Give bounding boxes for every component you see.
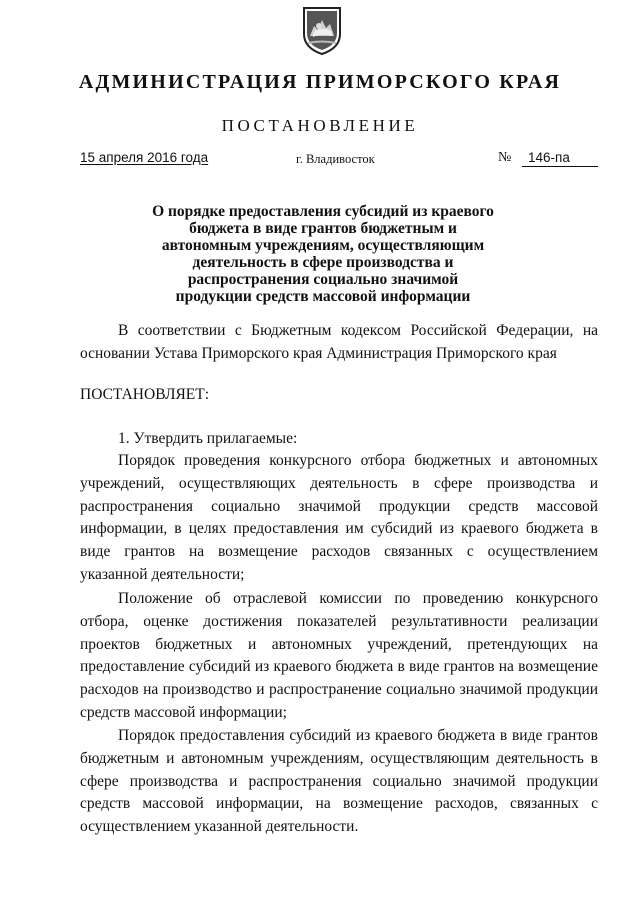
number-label: № bbox=[498, 150, 512, 165]
paragraph-competition-procedure: Порядок проведения конкурсного отбора бюджетных и автономных учреждений, осуществляющих деятельность в сфере производства и распространения социально значимой продукции средств массовой информации, в целях предоставления им субсидий из краевого бюджета в виде грантов на возмещение расходов связанных с осуществлением указанной деятельности; bbox=[80, 452, 598, 583]
document-date: 15 апреля 2016 года bbox=[80, 150, 209, 165]
item-1-heading: 1. Утвердить прилагаемые: bbox=[118, 430, 298, 447]
document-city: г. Владивосток bbox=[296, 152, 375, 166]
paragraph-commission-regulation: Положение об отраслевой комиссии по проведению конкурсного отбора, оценке достижения показателей результативности реализации проектов бюджетных и автономных учреждений, претендующих на предоставление субсидий из краевого бюджета в виде грантов на возмещение расходов на производство и распространение социально значимой продукции средств массовой информации; bbox=[80, 590, 598, 721]
resolves-heading: ПОСТАНОВЛЯЕТ: bbox=[80, 386, 210, 403]
organization-name: АДМИНИСТРАЦИЯ ПРИМОРСКОГО КРАЯ bbox=[78, 71, 562, 93]
preamble-paragraph: В соответствии с Бюджетным кодексом Российской Федерации, на основании Устава Приморского края Администрация Приморского края bbox=[80, 322, 598, 362]
coat-of-arms-emblem bbox=[302, 4, 342, 56]
document-type: ПОСТАНОВЛЕНИЕ bbox=[221, 116, 419, 135]
paragraph-subsidy-procedure: Порядок предоставления субсидий из краевого бюджета в виде грантов бюджетным и автономным учреждениям, осуществляющим деятельность в сфере производства и распространения социально значимой продукции средств массовой информации, на возмещение расходов, связанных с осуществлением указанной деятельности. bbox=[80, 727, 598, 836]
document-title: О порядке предоставления субсидий из краевого бюджета в виде грантов бюджетным и автономным учреждениям, осуществляющим деятельность в сфере производства и распространения социально значимой продукции средств массовой информации bbox=[152, 203, 494, 305]
document-number: 146-па bbox=[522, 150, 598, 167]
